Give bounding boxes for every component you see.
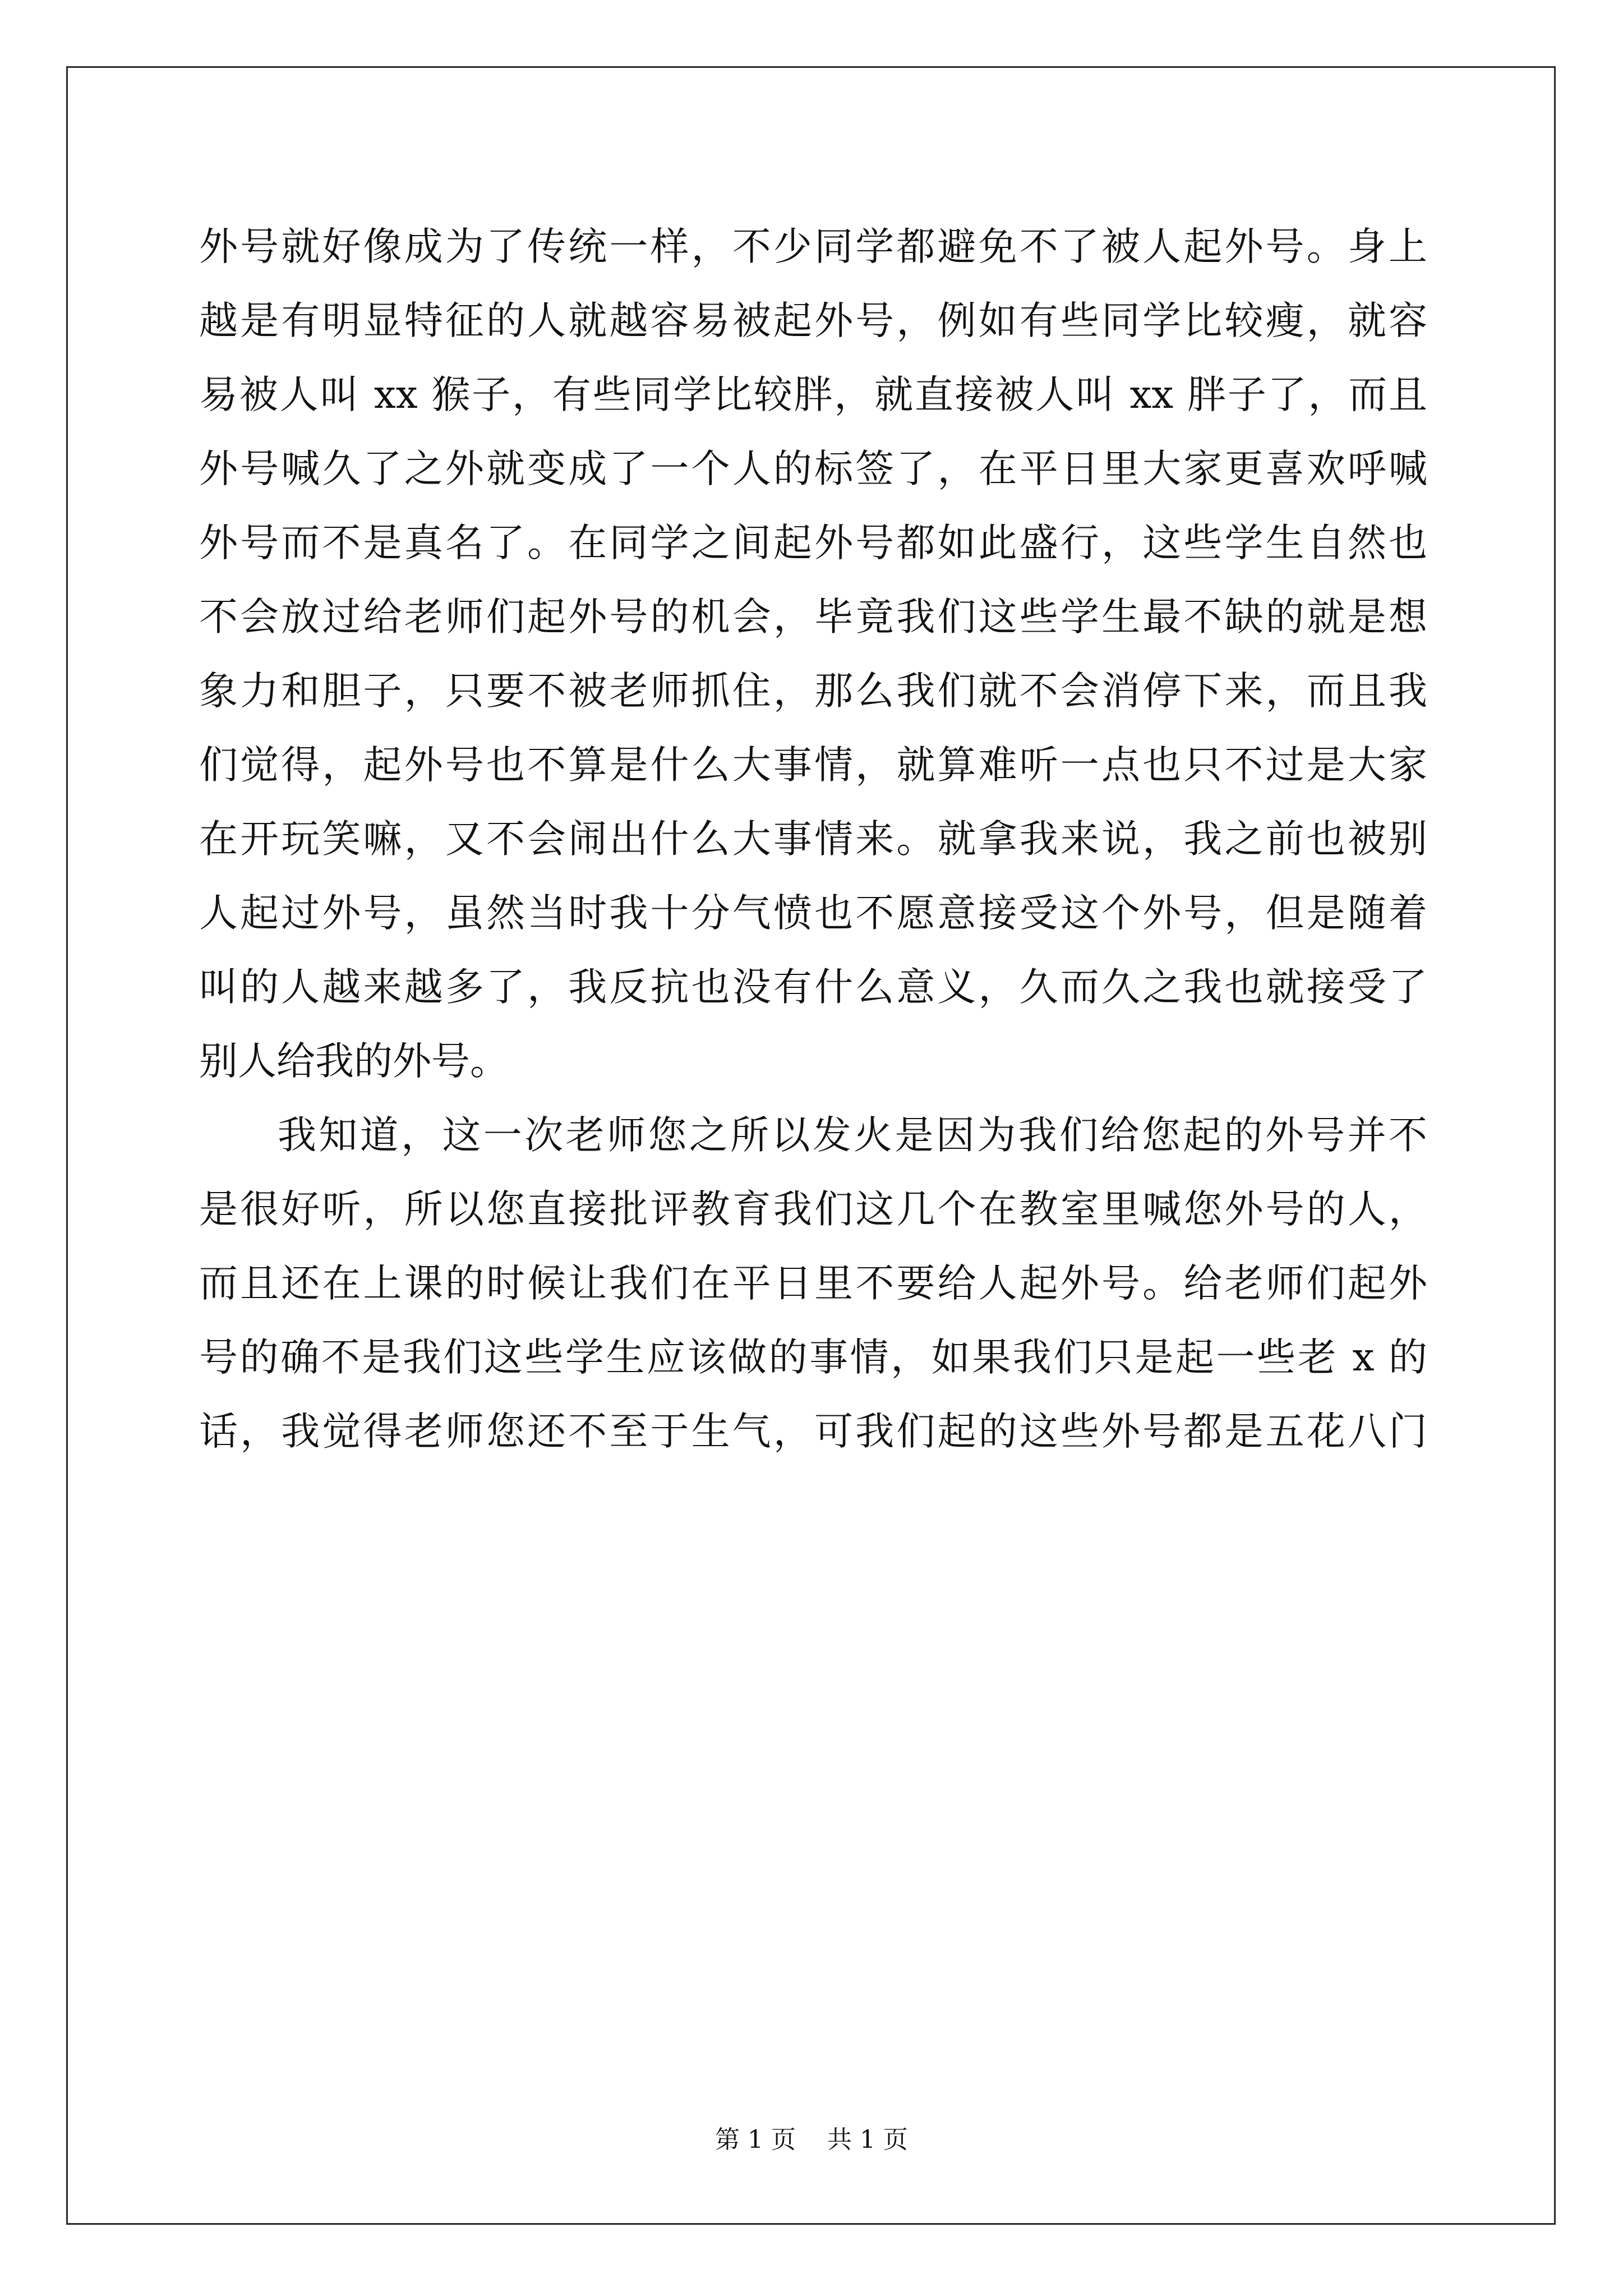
text-line: 在开玩笑嘛，又不会闹出什么大事情来。就拿我来说，我之前也被别	[199, 817, 1427, 862]
paragraph-first-line: 我知道，这一次老师您之所以发火是因为我们给您起的外号并不	[278, 1113, 1427, 1158]
text-line: 号的确不是我们这些学生应该做的事情，如果我们只是起一些老 x 的	[199, 1335, 1427, 1380]
text-line: 而且还在上课的时候让我们在平日里不要给人起外号。给老师们起外	[199, 1261, 1427, 1306]
text-line: 不会放过给老师们起外号的机会，毕竟我们这些学生最不缺的就是想	[199, 595, 1427, 639]
text-line: 叫的人越来越多了，我反抗也没有什么意义，久而久之我也就接受了	[199, 965, 1427, 1010]
text-line: 话，我觉得老师您还不至于生气，可我们起的这些外号都是五花八门	[199, 1409, 1427, 1454]
text-line: 越是有明显特征的人就越容易被起外号，例如有些同学比较瘦，就容	[199, 298, 1427, 343]
text-line: 是很好听，所以您直接批评教育我们这几个在教室里喊您外号的人，	[199, 1187, 1427, 1232]
text-line: 外号喊久了之外就变成了一个人的标签了，在平日里大家更喜欢呼喊	[199, 447, 1427, 491]
text-line: 外号而不是真名了。在同学之间起外号都如此盛行，这些学生自然也	[199, 521, 1427, 565]
text-line: 别人给我的外号。	[199, 1039, 509, 1084]
text-line: 易被人叫 xx 猴子，有些同学比较胖，就直接被人叫 xx 胖子了，而且	[199, 372, 1427, 417]
text-line: 象力和胆子，只要不被老师抓住，那么我们就不会消停下来，而且我	[199, 669, 1427, 714]
text-line: 人起过外号，虽然当时我十分气愤也不愿意接受这个外号，但是随着	[199, 891, 1427, 936]
text-line: 们觉得，起外号也不算是什么大事情，就算难听一点也只不过是大家	[199, 743, 1427, 788]
page-footer: 第 1 页 共 1 页	[715, 2125, 908, 2154]
text-line: 外号就好像成为了传统一样，不少同学都避免不了被人起外号。身上	[199, 224, 1427, 269]
